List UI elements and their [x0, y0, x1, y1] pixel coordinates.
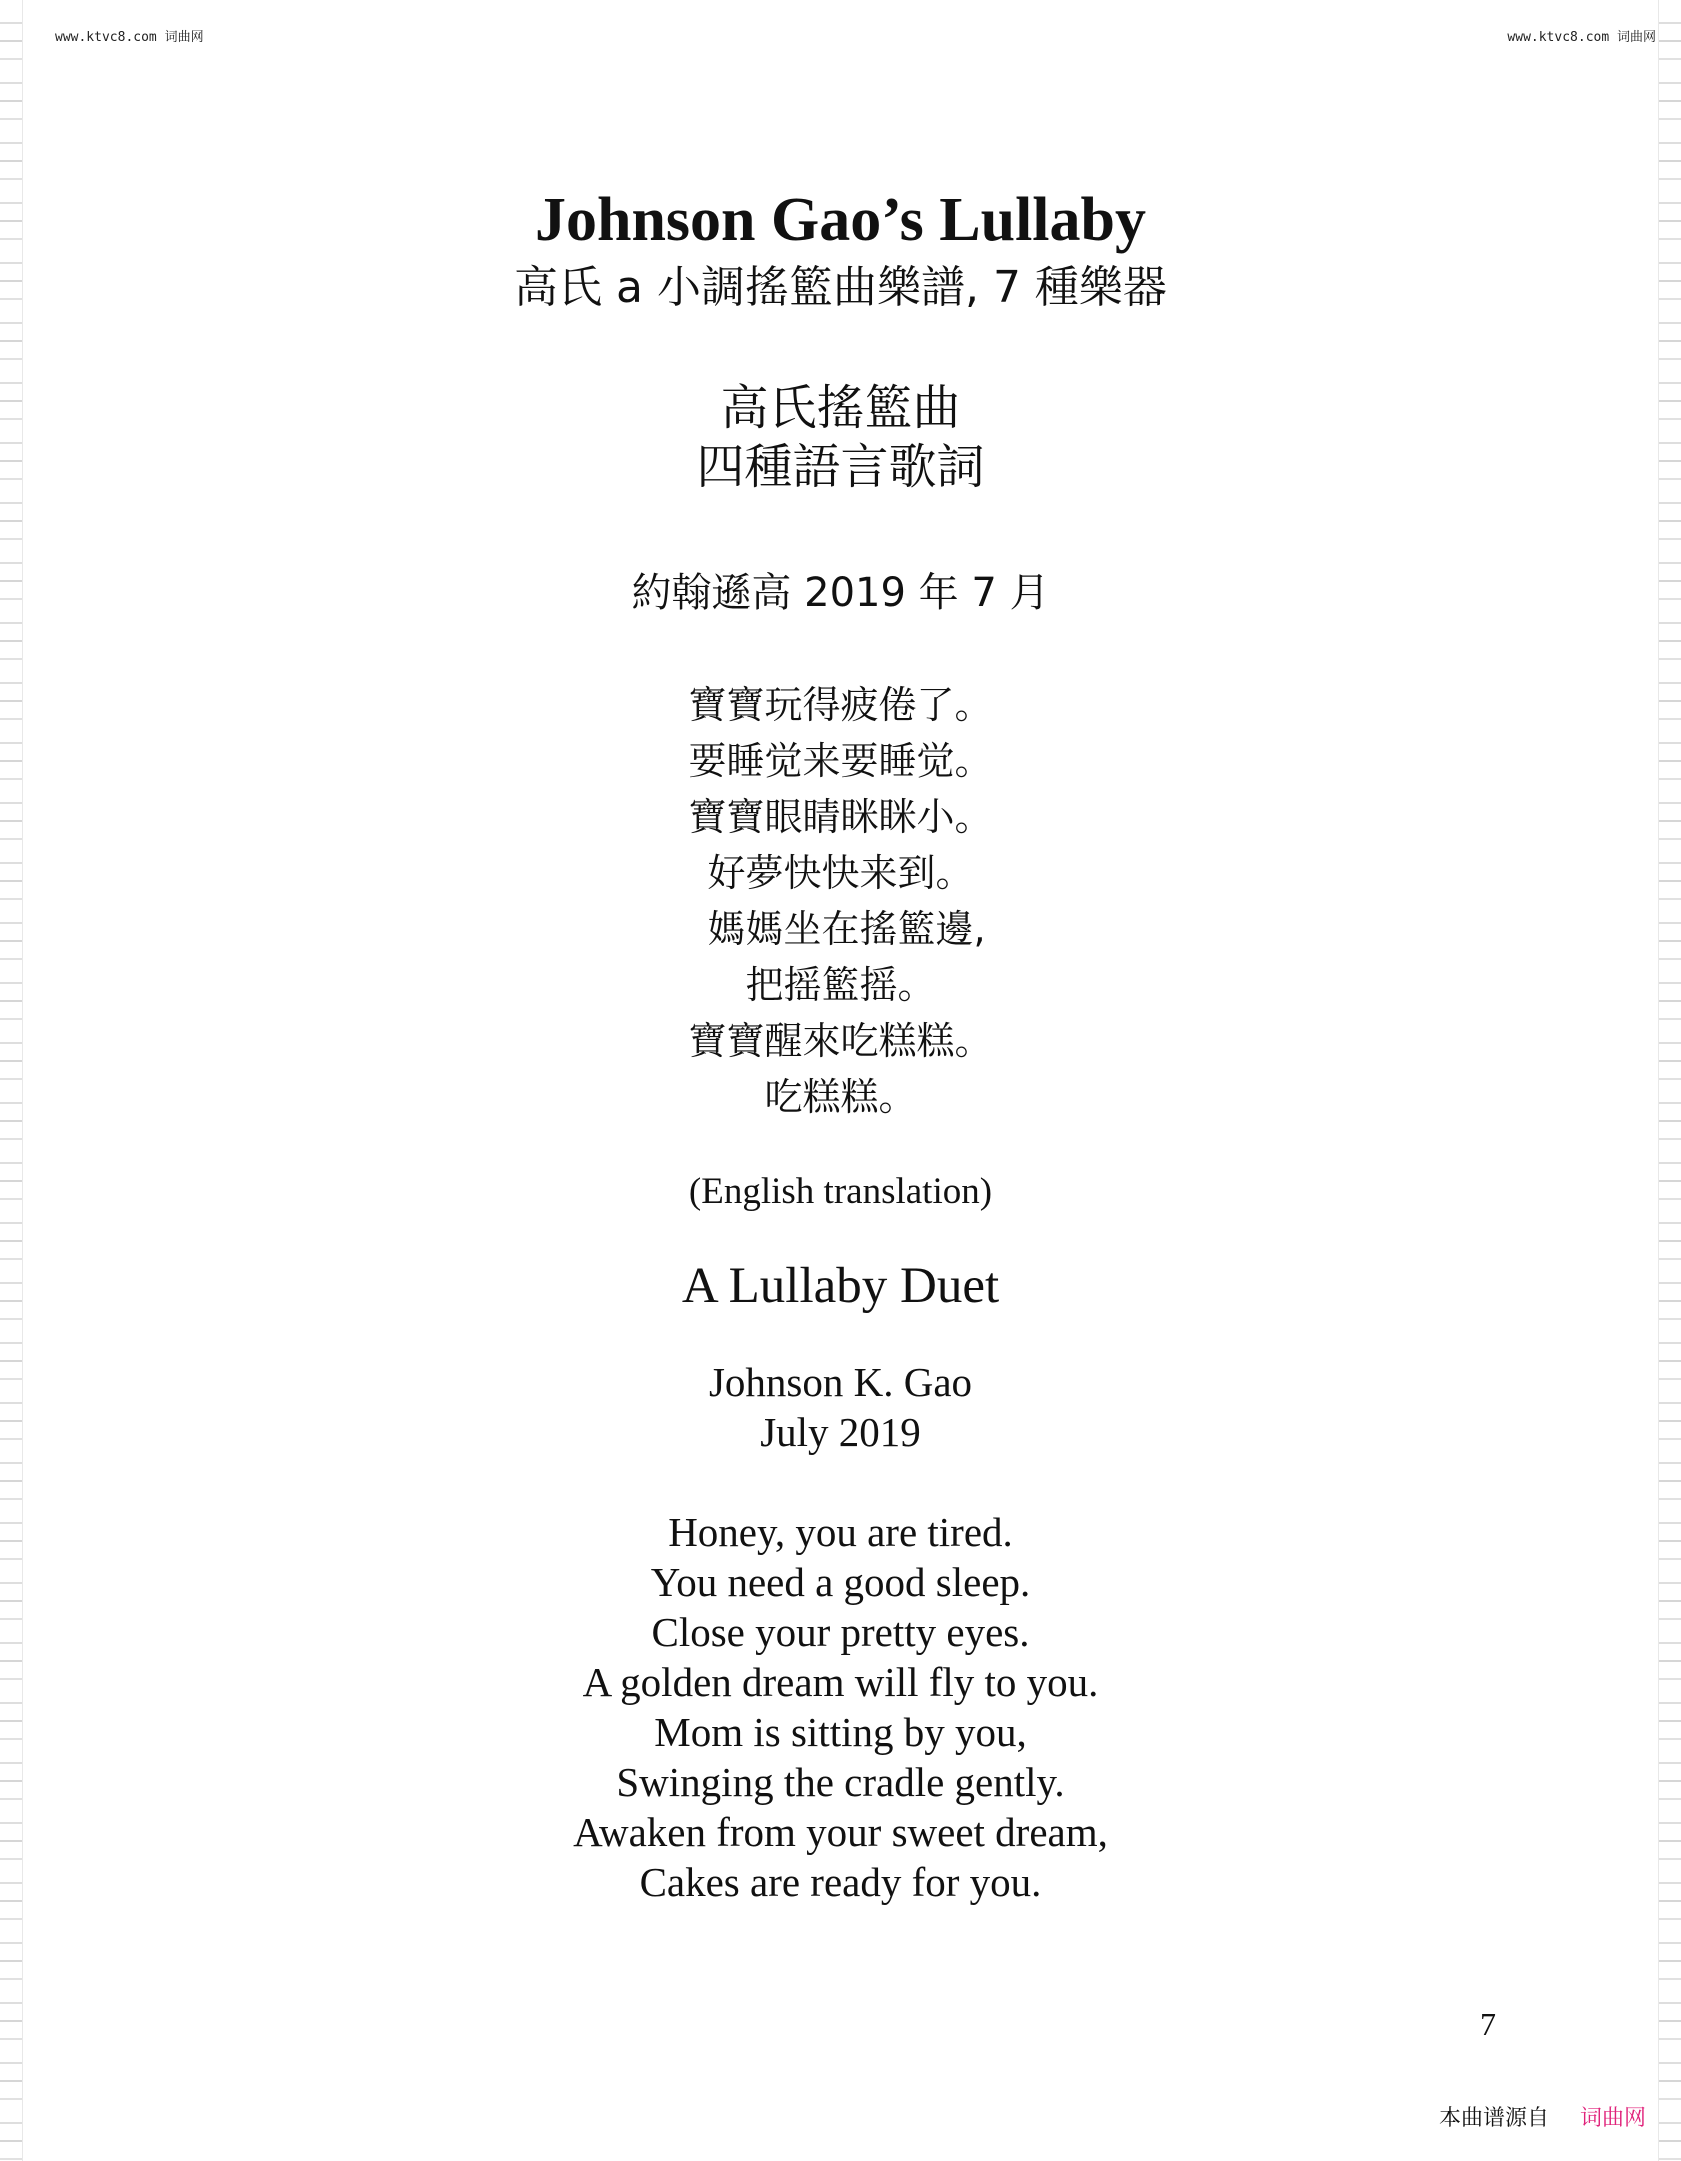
- english-title: A Lullaby Duet: [681, 1258, 1000, 1314]
- lyrics-zh: [0, 677, 1681, 1125]
- header-site-right[interactable]: www.ktvc8.com 词曲网: [1507, 30, 1656, 45]
- translation-note: (English translation): [688, 1171, 993, 1212]
- lyric-line-en: Close your pretty eyes.: [651, 1609, 1030, 1655]
- footer-source: [1439, 2104, 1646, 2134]
- lyric-line-zh: 好夢快快来到。: [707, 851, 974, 895]
- lyric-line-en: Awaken from your sweet dream,: [573, 1809, 1108, 1855]
- lyric-line-en: Honey, you are tired.: [668, 1509, 1013, 1555]
- lyric-line-zh: 吃糕糕。: [764, 1075, 917, 1119]
- lyric-line-zh: 寶寶醒來吃糕糕。: [688, 1019, 993, 1063]
- heading-zh-line1: 高氏搖籃曲: [720, 380, 961, 436]
- document-subtitle-zh: 高氏 a 小調搖籃曲樂譜, 7 種樂器: [514, 262, 1167, 313]
- lyric-line-en: Swinging the cradle gently.: [616, 1759, 1065, 1805]
- lyric-line-zh: 寶寶眼睛眯眯小。: [688, 795, 993, 839]
- lyric-line-zh: 把摇籃摇。: [745, 963, 936, 1007]
- page-number: 7: [1480, 2006, 1496, 2042]
- lyrics-en: [0, 1507, 1681, 1907]
- lyric-line-zh: 寶寶玩得疲倦了。: [688, 683, 993, 727]
- header-site-left[interactable]: www.ktvc8.com 词曲网: [55, 30, 204, 45]
- english-date: July 2019: [760, 1409, 921, 1455]
- footer-source-site-link[interactable]: 词曲网: [1579, 2106, 1646, 2131]
- english-author: Johnson K. Gao: [708, 1359, 973, 1405]
- heading-zh-line2: 四種語言歌詞: [696, 439, 985, 495]
- lyric-line-en: You need a good sleep.: [650, 1559, 1031, 1605]
- lyric-line-zh: 要睡觉来要睡觉。: [688, 739, 993, 783]
- lyric-line-en: A golden dream will fly to you.: [582, 1659, 1099, 1705]
- document-title: Johnson Gao’s Lullaby: [534, 186, 1147, 254]
- footer-source-prefix: 本曲谱源自: [1438, 2106, 1549, 2131]
- author-date-zh: 約翰遜高 2019 年 7 月: [631, 570, 1050, 616]
- lyric-line-en: Cakes are ready for you.: [639, 1859, 1042, 1905]
- lyric-line-en: Mom is sitting by you,: [654, 1709, 1027, 1755]
- lyric-line-zh: 媽媽坐在搖籃邊,: [695, 907, 986, 951]
